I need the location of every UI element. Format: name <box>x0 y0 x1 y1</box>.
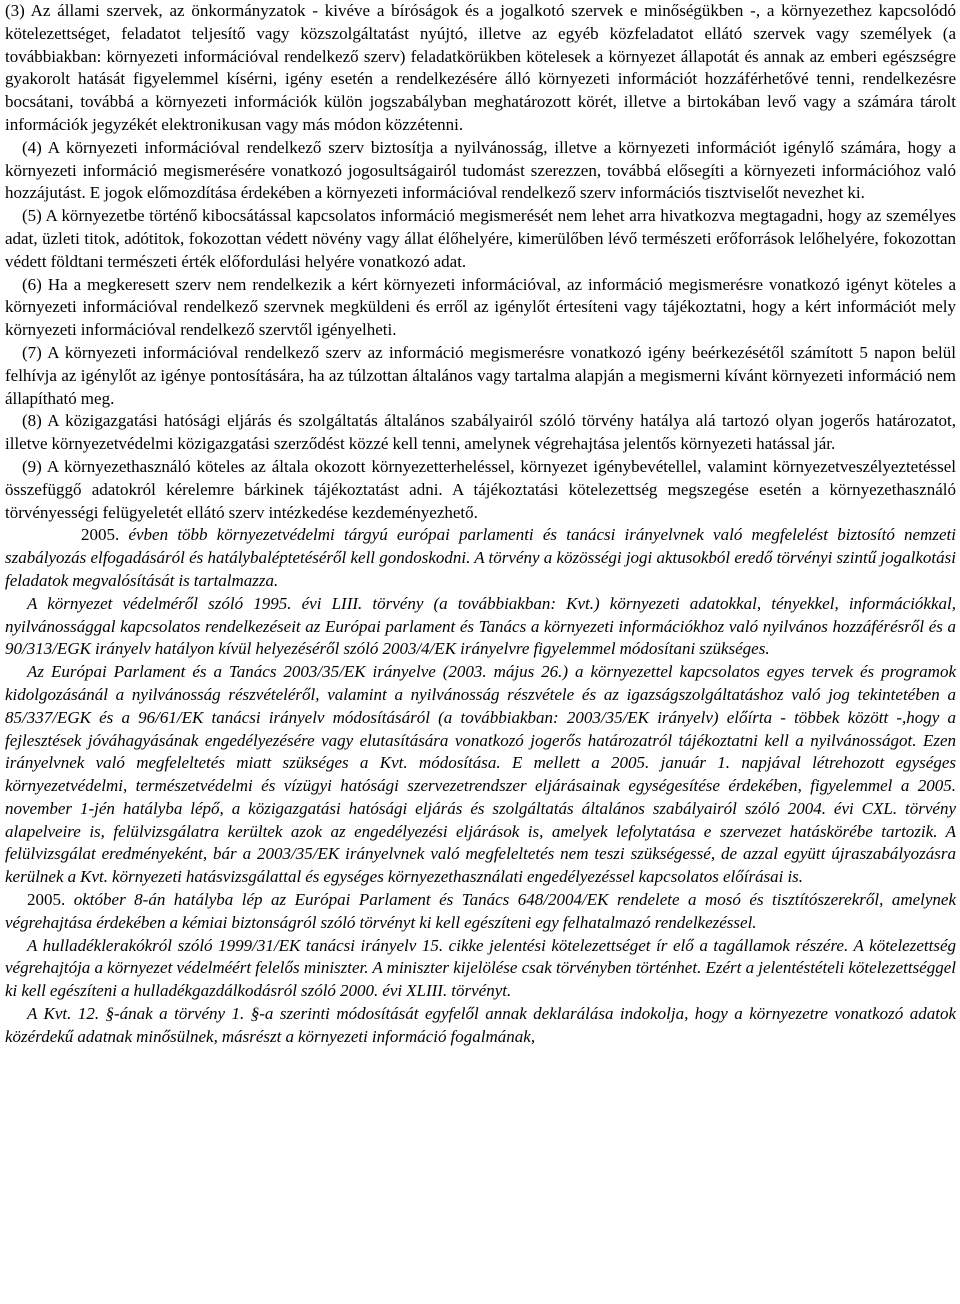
commentary-lead-year: 2005. <box>81 525 120 545</box>
commentary-body: A környezet védelméről szóló 1995. évi LIII. törvény (a továbbiakban: Kvt.) környezeti adatokkal, tényekkel, információkkal, nyilvánossággal kapcsolatos rendelkezéseit az Európai parlament és Tanács a környezeti információkhoz való nyilvános hozzáférésről és a 90/313/EGK irányelv hatályon kívül helyezéséről szóló 2003/4/EK irányelvre figyelemmel módosítani szükséges. <box>5 593 956 659</box>
paragraph-3: (3) Az állami szervek, az önkormányzatok - kivéve a bíróságok és a jogalkotó szervek e minőségükben -, a környezethez kapcsolódó kötelezettséget, feladatot teljesítő vagy közszolgáltatást nyújtó, illetve az egyéb közfeladatot ellátó szervek vagy személyek (a továbbiakban: környezeti információval rendelkező szerv) feladatkörükben kötelesek a környezet állapotát és annak az emberi egészségre gyakorolt hatását figyelemmel kísérni, igény esetén a rendelkezésére álló környezeti információt hozzáférhetővé tenni, rendelkezésre bocsátani, továbbá a környezeti információk külön jogszabályban meghatározott körét, illetve a birtokában levő vagy a számára tárolt információk jegyzékét elektronikusan vagy más módon közzétenni. <box>5 1 956 134</box>
commentary-body: A hulladéklerakókról szóló 1999/31/EK tanácsi irányelv 15. cikke jelentési kötelezettséget ír elő a tagállamok részére. A kötelezettség végrehajtója a környezet védelméért felelős miniszter. A miniszter kijelölése csak törvényben történhet. Ezért a jelentéstételi kötelezettséggel ki kell egészíteni a hulladékgazdálkodásról szóló 2000. évi XLIII. törvényt. <box>5 935 956 1001</box>
commentary-paragraph <box>5 593 956 661</box>
commentary-body: A Kvt. 12. §-ának a törvény 1. §-a szerinti módosítását egyfelől annak deklarálása indokolja, hogy a környezetre vonatkozó adatok közérdekű adatnak minősülnek, másrészt a környezeti információ fogalmának, <box>5 1004 956 1046</box>
commentary-body: október 8-án hatályba lép az Európai Parlament és Tanács 648/2004/EK rendelete a mosó és tisztítószerekről, amelynek végrehajtása érdekében a kémiai biztonságról szóló törvényt ki kell egészíteni egy felhatalmazó rendelkezéssel. <box>5 890 956 932</box>
paragraph-5: (5) A környezetbe történő kibocsátással kapcsolatos információ megismerését nem lehet arra hivatkozva megtagadni, hogy az személyes adat, üzleti titok, adótitok, fokozottan védett növény vagy állat élőhelyére, kimerülőben lévő természeti erőforrások lelőhelyére, fokozottan védett földtani természeti érték előfordulási helyére vonatkozó adat. <box>5 206 956 271</box>
commentary-body: Az Európai Parlament és a Tanács 2003/35/EK irányelve (2003. május 26.) a környezettel kapcsolatos egyes tervek és programok kidolgozásánál a nyilvánosság részvételéről, valamint a nyilvánosság részvétele és az igazságszolgáltatáshoz való jog tekintetében a 85/337/EGK és a 96/61/EK tanácsi irányelv módosításáról (a továbbiakban: 2003/35/EK irányelv) előírta - többek között -,hogy a fejlesztések jóváhagyásának engedélyezésére vagy elutasítására vonatkozó jogerős határozatról tájékoztatni kell a nyilvánosságot. Ezen irányelvnek való megfeleltetés miatt szükséges a Kvt. módosítása. E mellett a 2005. január 1. napjával létrehozott egységes környezetvédelmi, természetvédelmi és vízügyi hatósági szervezetrendszer eljárásainak egységesítése érdekében, figyelemmel a 2005. november 1-jén hatályba lépő, a közigazgatási hatósági eljárás és szolgáltatás általános szabályairól szóló 2004. évi CXL. törvény alapelveire is, felülvizsgálatra kerültek azok az engedélyezési eljárások is, amelyek lefolytatása e szervezet hatáskörébe tartozik. A felülvizsgálat eredményeként, bár a 2003/35/EK irányelvnek való megfeleltetés nem teszi szükségessé, de azzal együtt újraszabályozásra kerülnek a Kvt. környezeti hatásvizsgálattal és egységes környezethasználati engedélyezéssel kapcsolatos előírásai is. <box>5 662 956 887</box>
paragraph-9: (9) A környezethasználó köteles az általa okozott környezetterheléssel, környezet igénybevétellel, valamint környezetveszélyeztetéssel összefüggő adatokról kérelemre bárkinek tájékoztatást adni. A tájékoztatási kötelezettség megszegése esetén a környezethasználó törvényességi felügyeletét ellátó szerv intézkedése kezdeményezhető. <box>5 456 956 522</box>
commentary-paragraph <box>5 935 956 1003</box>
law-section-text <box>5 0 956 524</box>
paragraph-7: (7) A környezeti információval rendelkező szerv az információ megismerésre vonatkozó igény beérkezésétől számított 5 napon belül felhívja az igénylőt az igénye pontosítására, ha az túlzottan általános vagy tartalma alapján a megismerni kívánt környezeti információ nem állapítható meg. <box>5 342 956 408</box>
commentary-lead-year: 2005. <box>27 890 66 910</box>
paragraph-6: (6) Ha a megkeresett szerv nem rendelkezik a kért környezeti információval, az információ megismerésre vonatkozó igényt köteles a környezeti információval rendelkező szervnek megküldeni és erről az igénylőt értesíteni vagy tájékoztatni, hogy a kért információt mely környezeti információval rendelkező szervtől igényelheti. <box>5 274 956 340</box>
commentary-paragraph <box>5 524 956 592</box>
paragraph-8: (8) A közigazgatási hatósági eljárás és szolgáltatás általános szabályairól szóló törvény hatálya alá tartozó olyan jogerős határozatot, illetve környezetvédelmi közigazgatási szerződést közzé kell tenni, amelynek végrehajtása jelentős környezeti hatással jár. <box>5 411 956 454</box>
paragraph-4: (4) A környezeti információval rendelkező szerv biztosítja a nyilvánosság, illetve a környezeti információt igénylő számára, hogy a környezeti információ megismerésére vonatkozó jogosultságairól tudomást szerezzen, továbbá elősegíti a környezeti információhoz való hozzájutást. E jogok előmozdítása érdekében a környezeti információval rendelkező szerv információs tisztviselőt nevezhet ki. <box>5 137 956 203</box>
commentary-paragraph <box>5 889 956 935</box>
commentary-paragraph <box>5 1003 956 1049</box>
commentary-paragraph <box>5 661 956 889</box>
commentary-body: évben több környezetvédelmi tárgyú európai parlamenti és tanácsi irányelvnek való megfelelést biztosító nemzeti szabályozás elfogadásáról és hatálybaléptetéséről kell gondoskodni. A törvény a közösségi jogi aktusokból eredő törvényi szintű jogalkotási feladatok megvalósítását is tartalmazza. <box>5 525 956 590</box>
commentary-text <box>5 524 956 1048</box>
